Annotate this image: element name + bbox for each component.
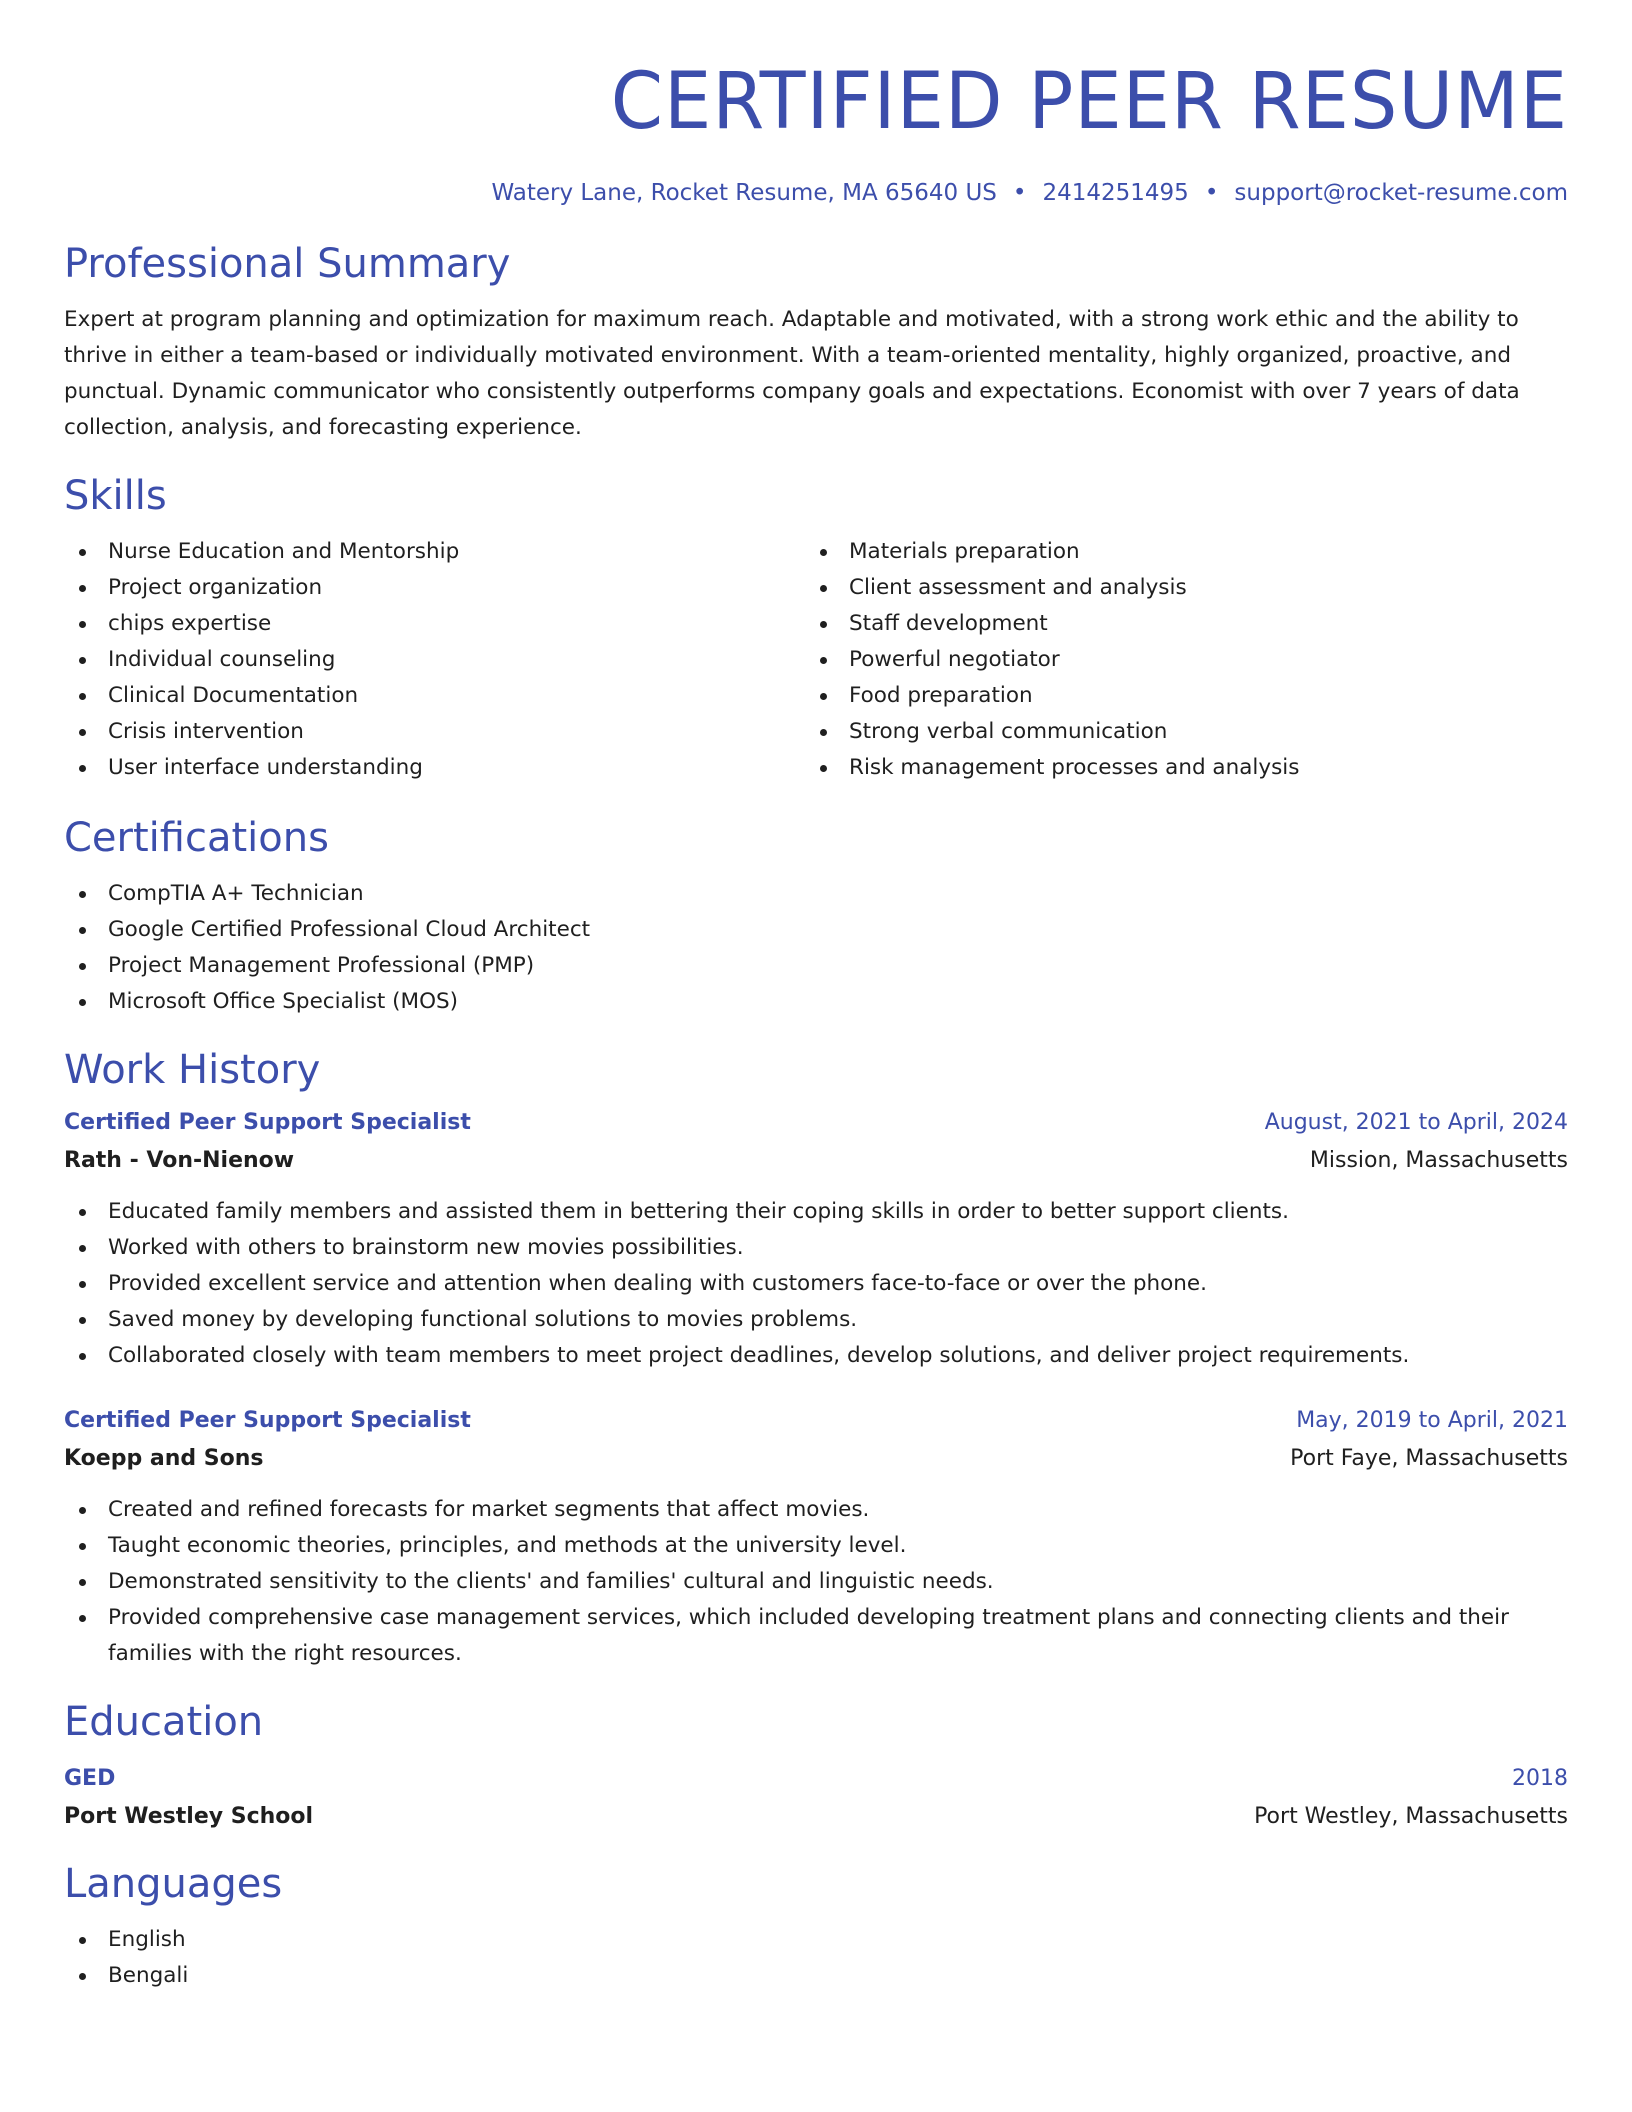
languages-heading: Languages <box>64 1861 283 1907</box>
education-year: 2018 <box>1512 1766 1568 1791</box>
language-item: Bengali <box>64 1958 1568 1994</box>
skill-item: Crisis intervention <box>64 714 805 750</box>
job-title: Certified Peer Support Specialist <box>64 1408 471 1433</box>
contact-email: support@rocket-resume.com <box>1234 180 1568 206</box>
job-location: Port Faye, Massachusetts <box>1290 1446 1568 1471</box>
skill-item: Individual counseling <box>64 642 805 678</box>
job-duty-item: Provided excellent service and attention when dealing with customers face-to-face or over the phone. <box>64 1266 1568 1302</box>
job-duty-item: Provided comprehensive case management services, which included developing treatment plans and connecting clients and their families with the right resources. <box>64 1600 1568 1672</box>
skill-item: Clinical Documentation <box>64 678 805 714</box>
job-employer-row <box>64 1440 1568 1478</box>
skill-item: Strong verbal communication <box>805 714 1546 750</box>
education-school-row <box>64 1798 1568 1836</box>
education-location: Port Westley, Massachusetts <box>1254 1804 1568 1829</box>
job-duty-item: Taught economic theories, principles, and methods at the university level. <box>64 1528 1568 1564</box>
skills-section <box>64 470 1568 786</box>
summary-heading: Professional Summary <box>64 241 511 287</box>
certifications-section <box>64 812 1568 1020</box>
contact-address: Watery Lane, Rocket Resume, MA 65640 US <box>491 180 997 206</box>
job-duty-item: Saved money by developing functional solutions to movies problems. <box>64 1302 1568 1338</box>
job-duty-item: Worked with others to brainstorm new movies possibilities. <box>64 1230 1568 1266</box>
skills-grid <box>64 534 1568 786</box>
certification-item: Project Management Professional (PMP) <box>64 948 1568 984</box>
resume-header <box>64 52 1568 208</box>
job-header-row <box>64 1104 1568 1142</box>
job-duty-item: Created and refined forecasts for market segments that affect movies. <box>64 1492 1568 1528</box>
certifications-heading: Certifications <box>64 815 329 861</box>
skills-heading: Skills <box>64 473 167 519</box>
education-heading: Education <box>64 1699 264 1745</box>
job-employer: Koepp and Sons <box>64 1446 264 1471</box>
work-history-heading: Work History <box>64 1047 321 1093</box>
certification-item: Microsoft Office Specialist (MOS) <box>64 984 1568 1020</box>
certification-item: CompTIA A+ Technician <box>64 876 1568 912</box>
language-item: English <box>64 1922 1568 1958</box>
job-duty-item: Collaborated closely with team members to meet project deadlines, develop solutions, and deliver project requirements. <box>64 1338 1568 1374</box>
skill-item: Powerful negotiator <box>805 642 1546 678</box>
languages-list <box>64 1922 1568 1994</box>
job-dates: May, 2019 to April, 2021 <box>1296 1408 1568 1433</box>
summary-section <box>64 238 1568 446</box>
job-header-row <box>64 1402 1568 1440</box>
summary-text: Expert at program planning and optimization for maximum reach. Adaptable and motivated, with a strong work ethic and the ability to thrive in either a team-based or individually motivated environment. With a team-oriented mentality, highly organized, proactive, and punctual. Dynamic communicator who consistently outperforms company goals and expectations. Economist with over 7 years of data collection, analysis, and forecasting experience. <box>64 307 1520 440</box>
contact-separator: • <box>1012 180 1027 206</box>
skills-list-right <box>805 534 1546 786</box>
education-degree: GED <box>64 1766 116 1791</box>
skill-item: Risk management processes and analysis <box>805 750 1546 786</box>
job-duty-item: Educated family members and assisted them in bettering their coping skills in order to better support clients. <box>64 1194 1568 1230</box>
resume-title: CERTIFIED PEER RESUME <box>610 57 1568 147</box>
contact-separator: • <box>1204 180 1219 206</box>
certifications-list <box>64 876 1568 1020</box>
education-school: Port Westley School <box>64 1804 314 1829</box>
skill-item: Project organization <box>64 570 805 606</box>
skill-item: User interface understanding <box>64 750 805 786</box>
skill-item: Staff development <box>805 606 1546 642</box>
contact-line <box>64 178 1568 208</box>
job-employer-row <box>64 1142 1568 1180</box>
skill-item: Nurse Education and Mentorship <box>64 534 805 570</box>
skill-item: Client assessment and analysis <box>805 570 1546 606</box>
job-duties-list <box>64 1194 1568 1374</box>
job-location: Mission, Massachusetts <box>1309 1148 1568 1173</box>
skill-item: Food preparation <box>805 678 1546 714</box>
job-employer: Rath - Von-Nienow <box>64 1148 295 1173</box>
certification-item: Google Certified Professional Cloud Architect <box>64 912 1568 948</box>
job-dates: August, 2021 to April, 2024 <box>1264 1110 1568 1135</box>
skills-list-left <box>64 534 805 786</box>
job-entry <box>64 1402 1568 1672</box>
skill-item: Materials preparation <box>805 534 1546 570</box>
job-duties-list <box>64 1492 1568 1672</box>
skill-item: chips expertise <box>64 606 805 642</box>
education-header-row <box>64 1760 1568 1798</box>
job-entry <box>64 1104 1568 1374</box>
education-section <box>64 1696 1568 1836</box>
work-history-section <box>64 1044 1568 1672</box>
contact-phone: 2414251495 <box>1042 180 1189 206</box>
job-title: Certified Peer Support Specialist <box>64 1110 471 1135</box>
education-entry <box>64 1760 1568 1836</box>
languages-section <box>64 1858 1568 1994</box>
job-duty-item: Demonstrated sensitivity to the clients' and families' cultural and linguistic needs. <box>64 1564 1568 1600</box>
